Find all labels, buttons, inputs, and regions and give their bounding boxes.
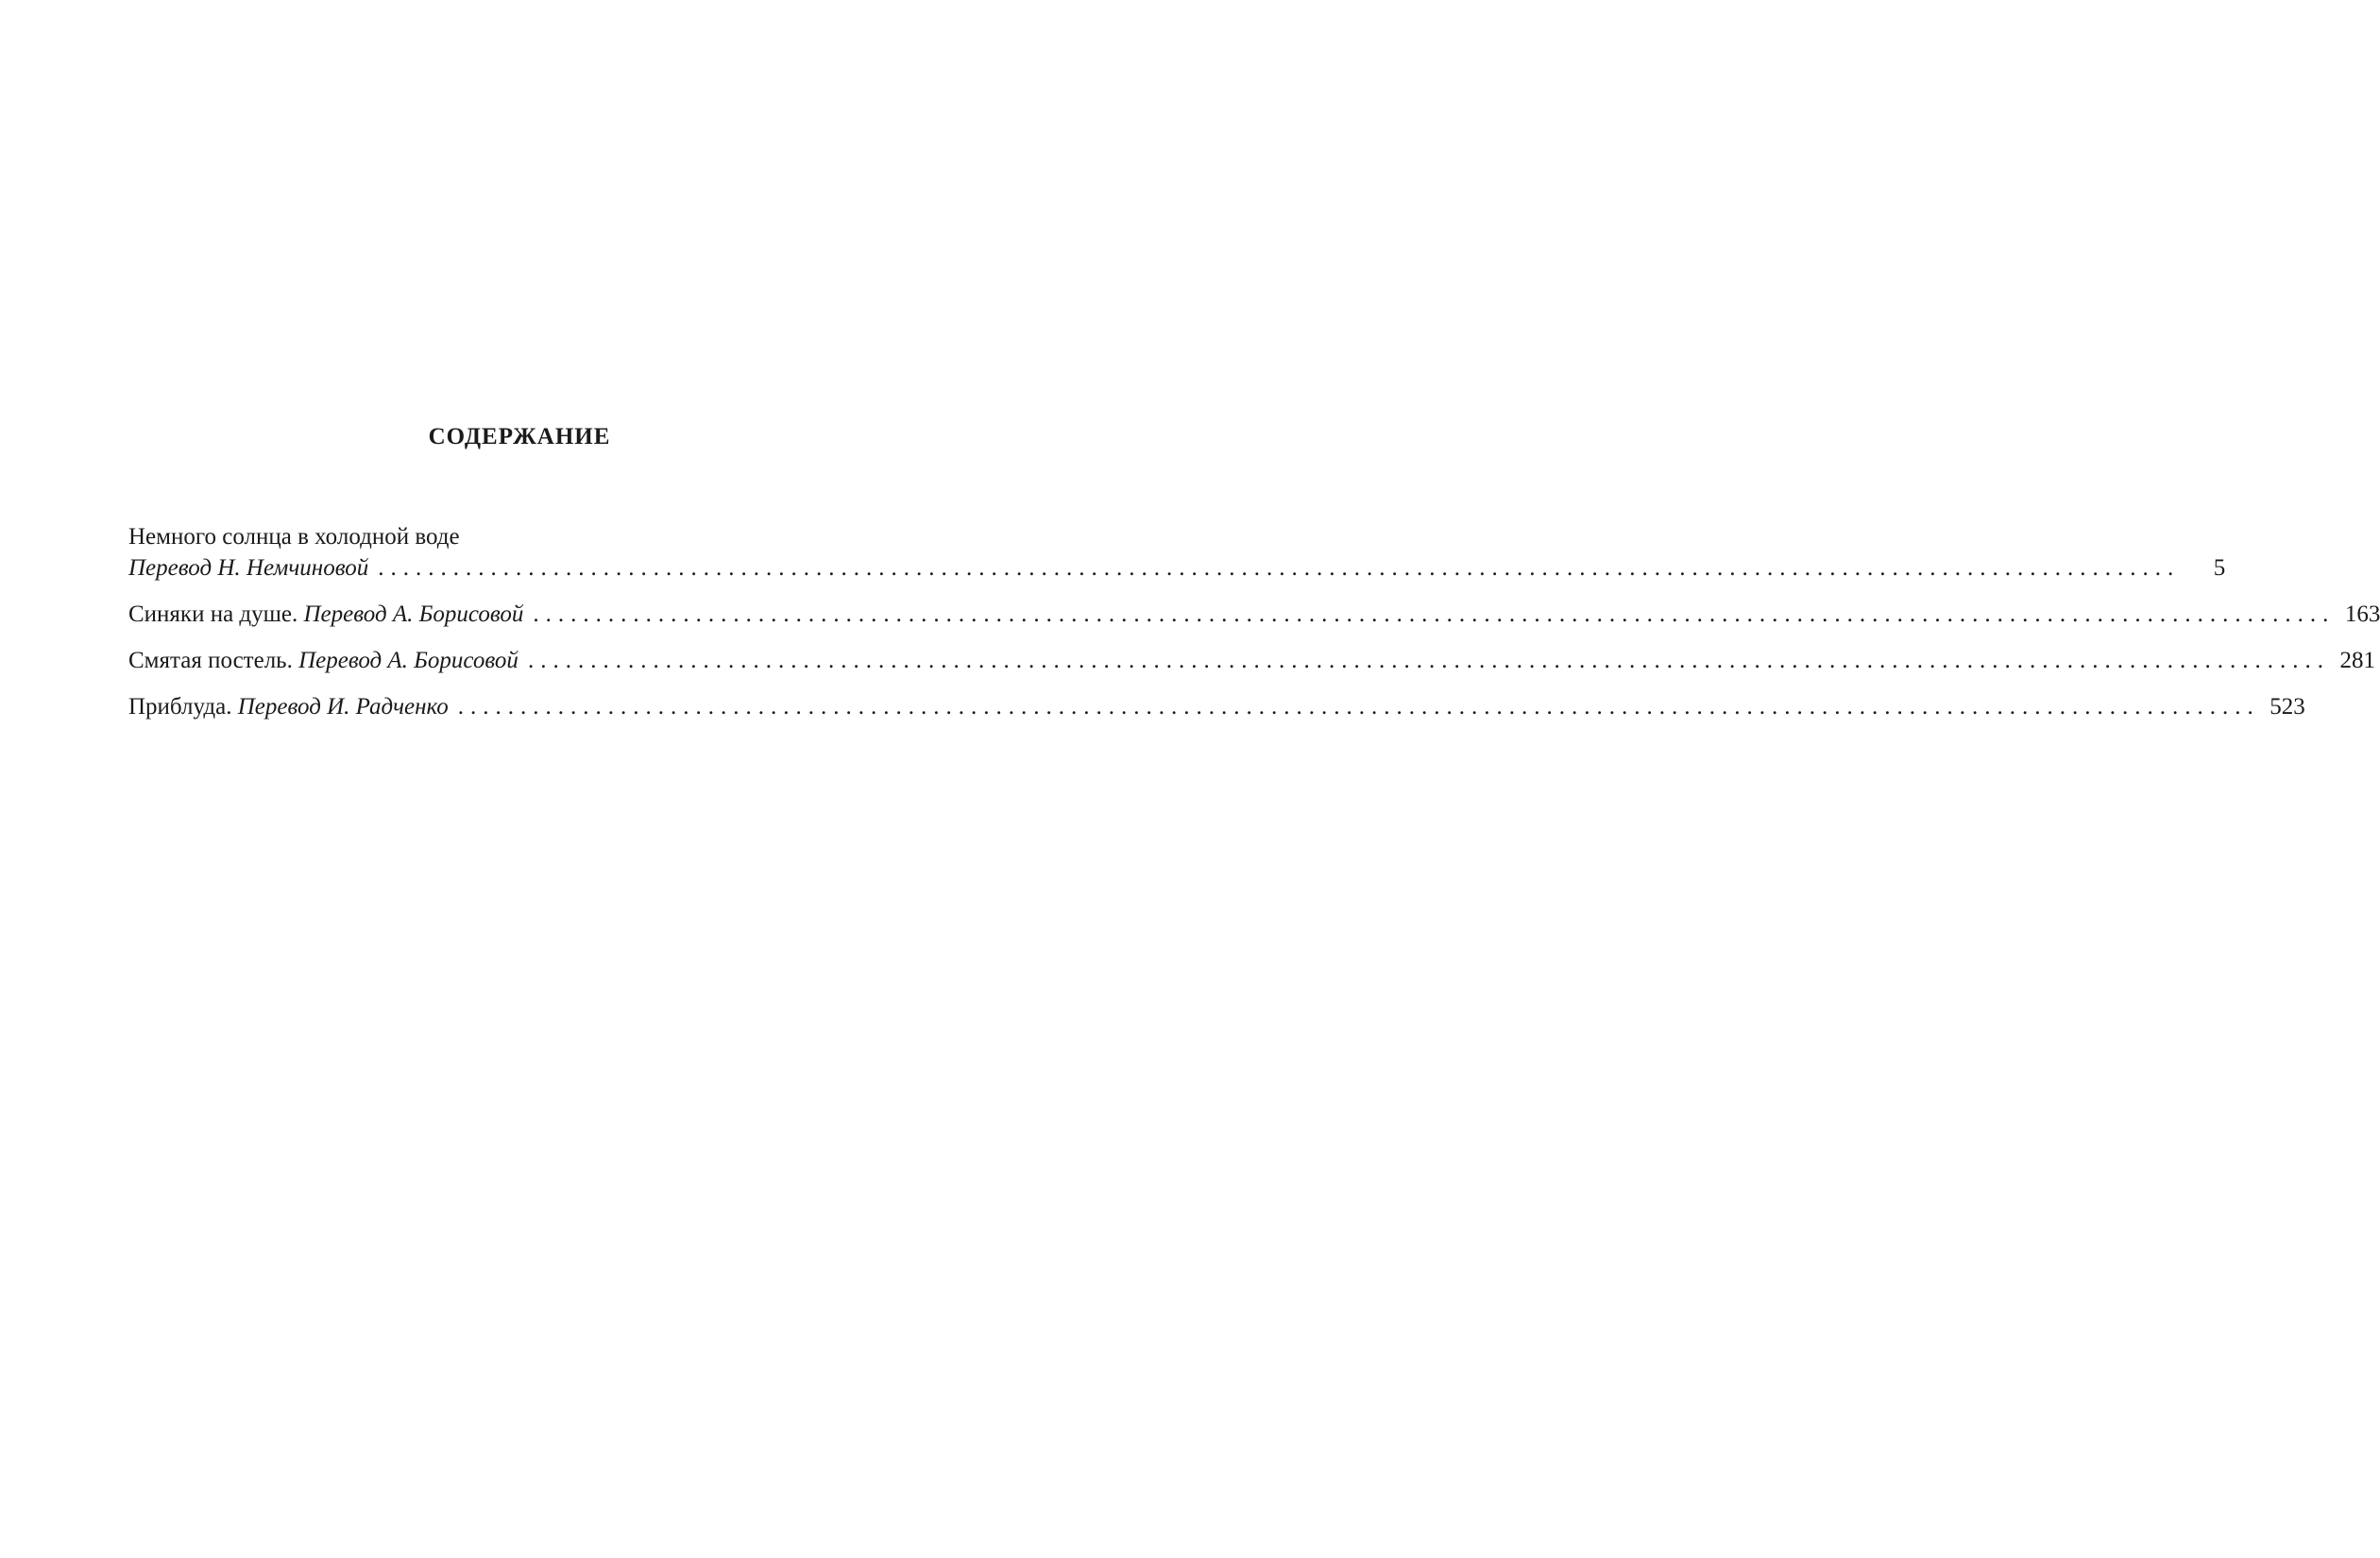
page-title: СОДЕРЖАНИЕ — [428, 424, 611, 449]
toc-entry-title: Немного солнца в холодной воде — [128, 524, 460, 550]
toc-entry — [128, 645, 2375, 676]
toc-entry — [128, 521, 2226, 584]
dot-leader: ................................................................................................................................................ — [378, 555, 2181, 581]
toc-entry-text — [128, 645, 518, 676]
toc-entry — [128, 691, 2305, 722]
toc-entry-translator: Перевод И. Радченко — [237, 694, 449, 720]
toc-entry-page: 281 — [2339, 648, 2375, 673]
toc-entry-title: Синяки на душе. — [128, 601, 298, 627]
table-of-contents — [128, 521, 2380, 722]
toc-entry-line — [128, 645, 2375, 676]
toc-entry-page: 163 — [2344, 601, 2380, 627]
toc-entry-line — [128, 691, 2305, 722]
toc-entry-translator: Перевод А. Борисовой — [298, 648, 518, 673]
toc-entry-translator: Перевод А. Борисовой — [303, 601, 524, 627]
dot-leader: ................................................................................................................................................ — [533, 601, 2336, 627]
toc-entry-line — [128, 552, 2226, 584]
toc-entry — [128, 599, 2380, 630]
toc-entry-line — [128, 599, 2380, 630]
toc-entry-translator: Перевод Н. Немчиновой — [128, 555, 369, 581]
toc-entry-page: 5 — [2213, 555, 2226, 581]
toc-entry-title: Приблуда. — [128, 694, 232, 720]
toc-entry-text — [128, 691, 449, 722]
dot-leader: ................................................................................................................................................ — [457, 694, 2260, 720]
toc-entry-page: 523 — [2270, 694, 2305, 720]
dot-leader: ................................................................................................................................................ — [527, 648, 2330, 673]
toc-entry-text — [128, 599, 523, 630]
toc-entry-title: Смятая постель. — [128, 648, 293, 673]
